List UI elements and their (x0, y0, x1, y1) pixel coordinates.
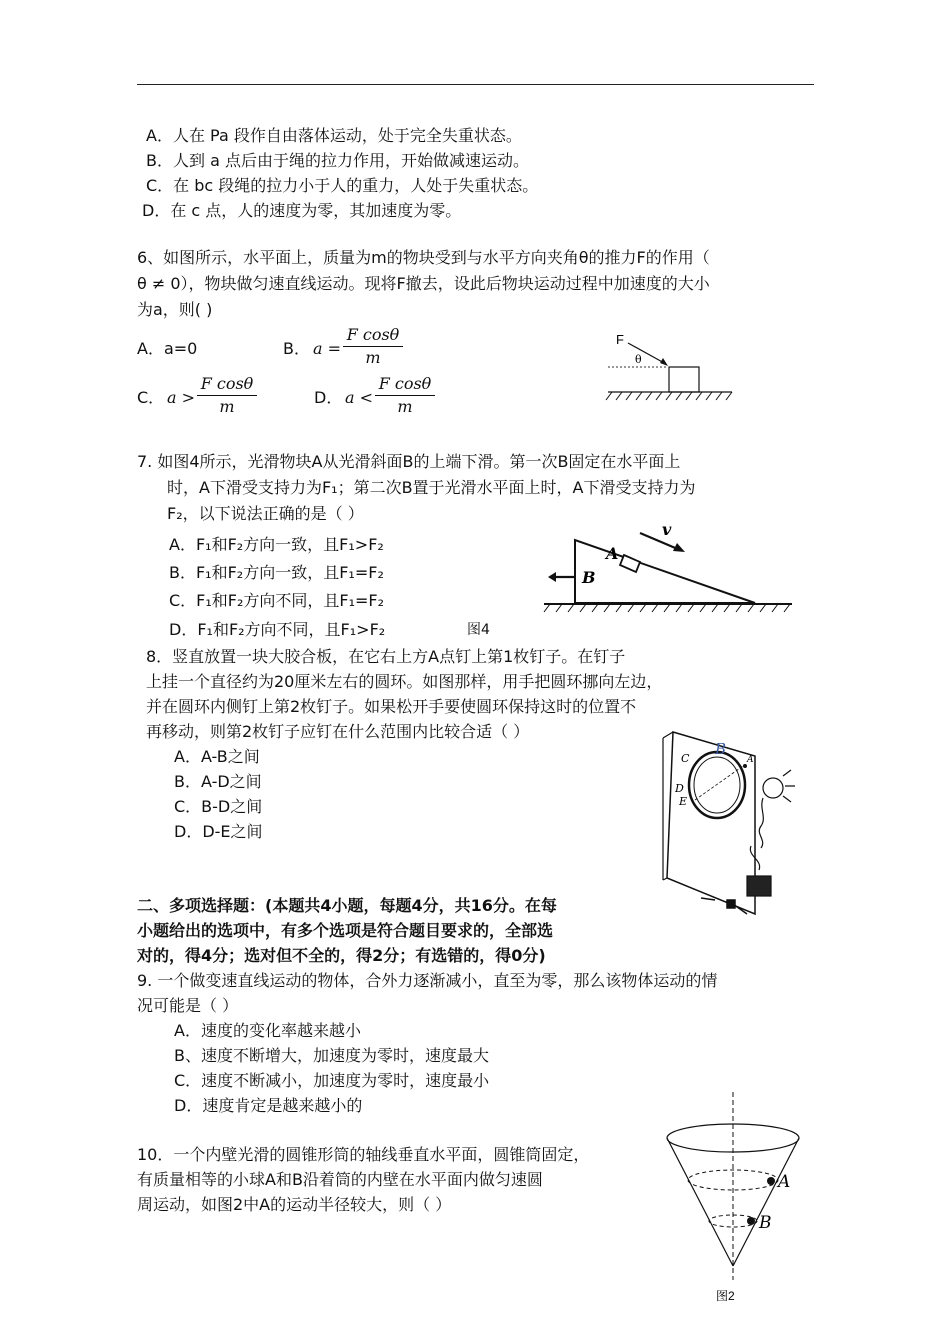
fraction-denominator: m (365, 348, 381, 367)
q6-block-figure (600, 330, 740, 410)
velocity-arrow-line (640, 533, 680, 550)
label-c: C (681, 752, 690, 765)
force-arrow-line (628, 343, 666, 364)
q5-option-b: B．人到 a 点后由于绳的拉力作用，开始做减速运动。 (146, 151, 529, 170)
block (669, 367, 699, 392)
q10-stem-line3: 周运动，如图2中A的运动半径较大，则（ ） (137, 1195, 452, 1214)
q6-stem-line1: 6、如图所示，水平面上，质量为m的物块受到与水平方向夹角θ的推力F的作用（ (137, 248, 710, 267)
q10-stem-line2: 有质量相等的小球A和B沿着筒的内壁在水平面内做匀速圆 (137, 1170, 543, 1189)
q10-cone-figure (660, 1090, 800, 1310)
force-arrow-head (660, 358, 668, 366)
q8-stem-line4: 再移动，则第2枚钉子应钉在什么范围内比较合适（ ） (146, 722, 530, 741)
q6-option-d-prefix: D． (314, 388, 343, 407)
label-a: A (778, 1172, 791, 1192)
q7-stem-line1: 7. 如图4所示，光滑物块A从光滑斜面B的上端下滑。第一次B固定在水平面上 (137, 452, 681, 471)
cone-left-side (667, 1138, 733, 1266)
q8-stem-line3: 并在圆环内侧钉上第2枚钉子。如果松开手要使圆环保持这时的位置不 (146, 697, 637, 716)
q7-option-a: A．F₁和F₂方向一致，且F₁>F₂ (169, 535, 384, 554)
velocity-arrow-head (673, 543, 685, 552)
fraction-bar (197, 395, 257, 396)
q8-option-a: A．A-B之间 (174, 747, 260, 766)
q10-stem-line1: 10．一个内壁光滑的圆锥形筒的轴线垂直水平面，圆锥筒固定， (137, 1145, 590, 1164)
q8-stem-line2: 上挂一个直径约为20厘米左右的圆环。如图那样，用手把圆环挪向左边， (146, 672, 663, 691)
q6-option-c-prefix: C． (137, 388, 165, 407)
q9-option-d: D．速度肯定是越来越小的 (174, 1096, 363, 1115)
fraction-bar (343, 346, 403, 347)
board-top-edge (663, 732, 673, 738)
q6-stem-line3: 为a，则( ) (137, 300, 213, 319)
fraction-numerator: F cosθ (378, 374, 432, 393)
q5-option-a: A．人在 Pa 段作自由落体运动，处于完全失重状态。 (146, 126, 522, 145)
q7-incline-figure (540, 515, 800, 615)
q6-option-b-prefix: B． (283, 339, 310, 358)
ball-a (767, 1177, 775, 1185)
q6-option-d-expr: a < (345, 388, 374, 407)
label-d: D (675, 782, 684, 795)
section2-header-line3: 对的，得4分；选对但不全的，得2分；有选错的，得0分) (137, 946, 546, 965)
incline-wedge (575, 540, 755, 603)
label-b: B (582, 568, 596, 587)
q7-option-d: D．F₁和F₂方向不同，且F₁>F₂ (169, 620, 386, 639)
q8-option-b: B．A-D之间 (174, 772, 262, 791)
q6-option-b-fraction (343, 325, 403, 368)
q8-option-c: C．B-D之间 (174, 797, 263, 816)
figure-caption: 图2 (716, 1289, 735, 1303)
q9-option-c: C．速度不断减小，加速度为零时，速度最小 (174, 1071, 490, 1090)
q7-stem-line3: F₂，以下说法正确的是（ ） (167, 504, 364, 523)
label-v: v (662, 520, 672, 539)
section2-header-line1: 二、多项选择题：(本题共4小题，每题4分，共16分。在每 (137, 896, 557, 915)
q7-figure-caption: 图4 (467, 622, 490, 638)
q6-option-b-expr: a = (313, 339, 342, 358)
leftward-arrow-head (548, 572, 556, 582)
label-a: A (747, 755, 754, 765)
q9-option-b: B、速度不断增大，加速度为零时，速度最大 (174, 1046, 489, 1065)
q9-stem-line1: 9. 一个做变速直线运动的物体，合外力逐渐减小，直至为零，那么该物体运动的情 (137, 971, 718, 990)
q5-option-c: C．在 bc 段绳的拉力小于人的重力，人处于失重状态。 (146, 176, 539, 195)
q7-option-c: C．F₁和F₂方向不同，且F₁=F₂ (169, 591, 385, 610)
q6-option-c-expr: a > (167, 388, 196, 407)
fraction-denominator: m (397, 397, 413, 416)
q9-stem-line2: 况可能是（ ） (137, 996, 239, 1015)
label-a: A (606, 544, 619, 563)
q9-option-a: A．速度的变化率越来越小 (174, 1021, 361, 1040)
label-b: B (715, 740, 727, 758)
q6-option-d-fraction (375, 374, 435, 417)
q7-stem-line2: 时，A下滑受支持力为F₁；第二次B置于光滑水平面上时，A下滑受支持力为 (167, 478, 696, 497)
fraction-numerator: F cosθ (346, 325, 400, 344)
fraction-bar (375, 395, 435, 396)
q8-option-d: D．D-E之间 (174, 822, 263, 841)
fraction-numerator: F cosθ (200, 374, 254, 393)
angle-label: θ (635, 353, 642, 366)
q6-stem-line2: θ ≠ 0），物块做匀速直线运动。现将F撤去，设此后物块运动过程中加速度的大小 (137, 274, 710, 293)
label-e: E (679, 795, 688, 808)
section2-header-line2: 小题给出的选项中，有多个选项是符合题目要求的，全部选 (137, 921, 554, 940)
cone-right-side (733, 1138, 799, 1266)
ground-hatch (606, 392, 732, 400)
q7-option-b: B．F₁和F₂方向一致，且F₁=F₂ (169, 563, 384, 582)
header-rule (137, 84, 814, 85)
q6-option-a: A．a=0 (137, 339, 198, 358)
ground-hatch (544, 604, 790, 612)
q8-board-ring-figure (655, 728, 805, 918)
label-b: B (759, 1213, 772, 1233)
q8-stem-line1: 8．竖直放置一块大胶合板，在它右上方A点钉上第1枚钉子。在钉子 (146, 647, 626, 666)
fraction-denominator: m (219, 397, 235, 416)
q5-option-d: D．在 c 点，人的速度为零，其加速度为零。 (142, 201, 462, 220)
q6-option-c-fraction (197, 374, 257, 417)
ball-b (747, 1217, 755, 1225)
force-label: F (616, 332, 624, 347)
